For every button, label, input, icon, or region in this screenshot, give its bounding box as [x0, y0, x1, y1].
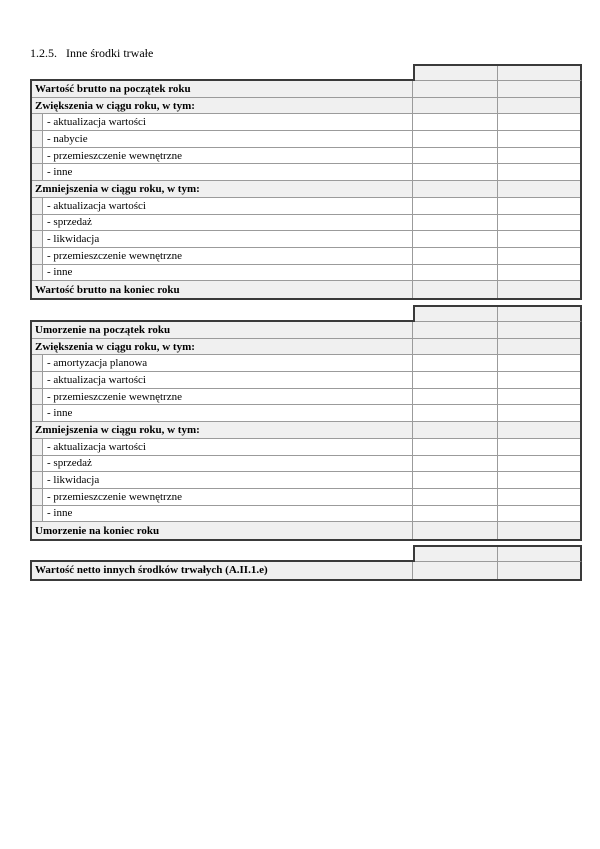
section-number: 1.2.5. [30, 46, 57, 60]
value-cell-col2 [498, 148, 580, 164]
table-row [32, 472, 580, 489]
row-label: - przemieszczenie wewnętrzne [43, 148, 413, 164]
indent-cell [32, 114, 43, 130]
table-row [32, 114, 580, 131]
indent-cell [32, 472, 43, 488]
indent-cell [32, 456, 43, 472]
indent-cell [32, 389, 43, 405]
value-cell-col2 [498, 164, 580, 180]
row-label: - aktualizacja wartości [43, 439, 413, 455]
value-cell-col1 [413, 131, 498, 147]
value-cell-col2 [498, 506, 580, 522]
value-cell-col2 [498, 281, 580, 298]
table-header-row [413, 545, 582, 562]
value-cell-col1 [413, 472, 498, 488]
table-row [32, 265, 580, 282]
table-row [32, 339, 580, 356]
value-cell-col1 [413, 522, 498, 539]
value-cell-col1 [413, 265, 498, 281]
value-cell-col1 [413, 405, 498, 421]
header-cell-col1 [415, 547, 498, 561]
value-cell-col1 [413, 489, 498, 505]
row-label: - sprzedaż [43, 456, 413, 472]
value-cell-col2 [498, 215, 580, 231]
header-cell-col2 [498, 66, 580, 80]
indent-cell [32, 131, 43, 147]
header-cell-col2 [498, 547, 580, 561]
table-row [32, 164, 580, 181]
table-row [32, 231, 580, 248]
value-cell-col2 [498, 339, 580, 355]
value-cell-col1 [413, 456, 498, 472]
table-row [32, 355, 580, 372]
value-cell-col1 [413, 231, 498, 247]
value-cell-col2 [498, 405, 580, 421]
header-cell-col2 [498, 307, 580, 321]
indent-cell [32, 405, 43, 421]
value-cell-col2 [498, 439, 580, 455]
table-row [32, 131, 580, 148]
header-cell-col1 [415, 66, 498, 80]
value-cell-col2 [498, 355, 580, 371]
value-cell-col1 [413, 215, 498, 231]
indent-cell [32, 489, 43, 505]
value-cell-col1 [413, 439, 498, 455]
value-cell-col1 [413, 372, 498, 388]
row-label: Wartość brutto na koniec roku [32, 281, 413, 298]
value-cell-col1 [413, 562, 498, 579]
value-cell-col2 [498, 198, 580, 214]
row-label: Wartość brutto na początek roku [32, 81, 413, 97]
value-cell-col2 [498, 372, 580, 388]
value-cell-col2 [498, 114, 580, 130]
value-cell-col2 [498, 231, 580, 247]
table-row [32, 248, 580, 265]
row-label: - amortyzacja planowa [43, 355, 413, 371]
table-row [32, 198, 580, 215]
row-label: Zwiększenia w ciągu roku, w tym: [32, 98, 413, 114]
table-row [32, 148, 580, 165]
value-cell-col1 [413, 198, 498, 214]
value-cell-col1 [413, 114, 498, 130]
value-cell-col2 [498, 81, 580, 97]
value-cell-col2 [498, 489, 580, 505]
table-row [32, 215, 580, 232]
row-label: - przemieszczenie wewnętrzne [43, 248, 413, 264]
table-row [32, 281, 580, 298]
table-body [30, 322, 582, 541]
row-label: - inne [43, 164, 413, 180]
row-label: Umorzenie na koniec roku [32, 522, 413, 539]
value-cell-col2 [498, 522, 580, 539]
indent-cell [32, 148, 43, 164]
row-label: - inne [43, 405, 413, 421]
table-row [32, 562, 580, 579]
row-label: Zwiększenia w ciągu roku, w tym: [32, 339, 413, 355]
table-row [32, 422, 580, 439]
row-label: - likwidacja [43, 472, 413, 488]
value-cell-col1 [413, 281, 498, 298]
row-label: - aktualizacja wartości [43, 114, 413, 130]
row-label: - inne [43, 265, 413, 281]
value-cell-col2 [498, 456, 580, 472]
row-label: - nabycie [43, 131, 413, 147]
row-label: - przemieszczenie wewnętrzne [43, 489, 413, 505]
value-cell-col2 [498, 322, 580, 338]
table-row [32, 389, 580, 406]
value-cell-col1 [413, 506, 498, 522]
value-cell-col2 [498, 248, 580, 264]
value-cell-col2 [498, 181, 580, 197]
value-cell-col2 [498, 98, 580, 114]
value-cell-col1 [413, 81, 498, 97]
value-cell-col2 [498, 131, 580, 147]
row-label: Zmniejszenia w ciągu roku, w tym: [32, 422, 413, 438]
indent-cell [32, 372, 43, 388]
row-label: Zmniejszenia w ciągu roku, w tym: [32, 181, 413, 197]
table-row [32, 489, 580, 506]
table-row [32, 98, 580, 115]
value-cell-col2 [498, 389, 580, 405]
table-row [32, 506, 580, 523]
section-heading [30, 46, 153, 60]
indent-cell [32, 355, 43, 371]
indent-cell [32, 439, 43, 455]
indent-cell [32, 164, 43, 180]
row-label: - sprzedaż [43, 215, 413, 231]
value-cell-col1 [413, 98, 498, 114]
indent-cell [32, 198, 43, 214]
value-cell-col1 [413, 181, 498, 197]
table-header-row [413, 64, 582, 81]
row-label: - aktualizacja wartości [43, 372, 413, 388]
table-row [32, 456, 580, 473]
table-row [32, 322, 580, 339]
value-cell-col1 [413, 322, 498, 338]
indent-cell [32, 215, 43, 231]
indent-cell [32, 248, 43, 264]
row-label: - przemieszczenie wewnętrzne [43, 389, 413, 405]
table-row [32, 372, 580, 389]
value-cell-col1 [413, 422, 498, 438]
indent-cell [32, 506, 43, 522]
value-cell-col2 [498, 472, 580, 488]
indent-cell [32, 231, 43, 247]
value-cell-col2 [498, 422, 580, 438]
table-row [32, 439, 580, 456]
row-label: - likwidacja [43, 231, 413, 247]
value-cell-col1 [413, 148, 498, 164]
table-row [32, 405, 580, 422]
table-header-row [413, 305, 582, 322]
section-title: Inne środki trwałe [66, 46, 154, 60]
table-row [32, 522, 580, 539]
row-label: Wartość netto innych środków trwałych (A.II.1.e) [32, 562, 413, 579]
row-label: Umorzenie na początek roku [32, 322, 413, 338]
table-row [32, 81, 580, 98]
header-cell-col1 [415, 307, 498, 321]
value-cell-col2 [498, 265, 580, 281]
table-body [30, 81, 582, 300]
value-cell-col1 [413, 164, 498, 180]
indent-cell [32, 265, 43, 281]
value-cell-col1 [413, 355, 498, 371]
row-label: - aktualizacja wartości [43, 198, 413, 214]
row-label: - inne [43, 506, 413, 522]
value-cell-col1 [413, 339, 498, 355]
value-cell-col1 [413, 389, 498, 405]
value-cell-col2 [498, 562, 580, 579]
value-cell-col1 [413, 248, 498, 264]
table-row [32, 181, 580, 198]
table-body [30, 562, 582, 581]
